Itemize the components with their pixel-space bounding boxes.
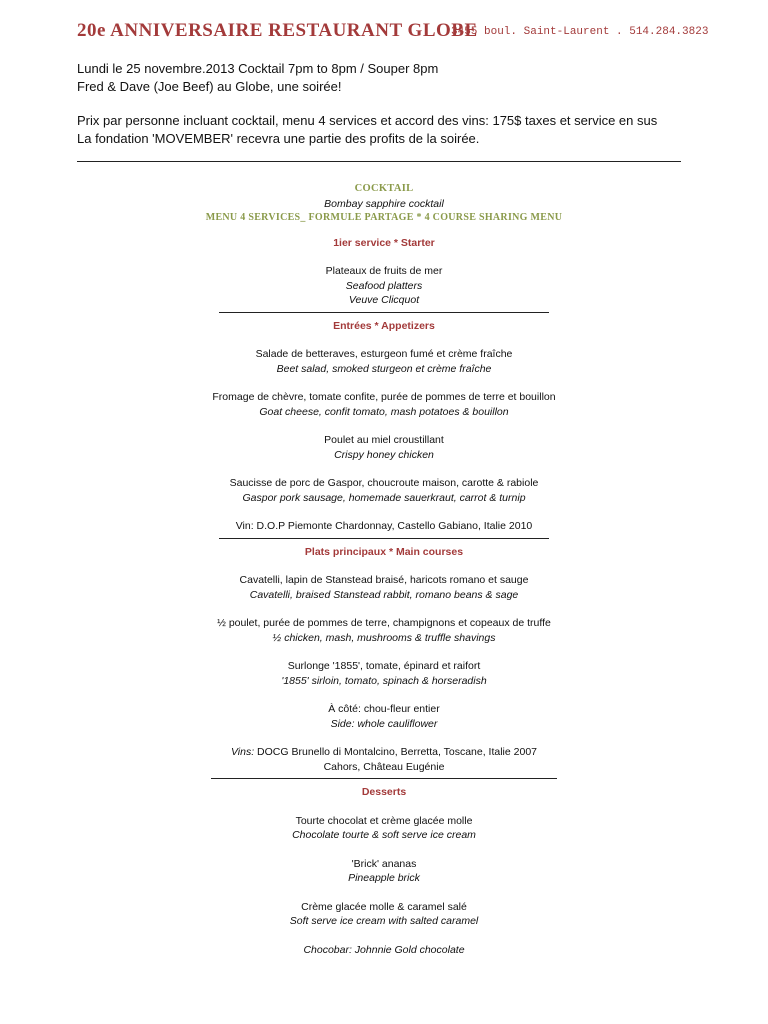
starter-fr: Plateaux de fruits de mer: [325, 265, 443, 277]
mains-heading: Plats principaux * Main courses: [304, 545, 464, 558]
intro-guests-line: Fred & Dave (Joe Beef) au Globe, une soirée!: [77, 79, 342, 94]
menu-heading: MENU 4 SERVICES_ FORMULE PARTAGE * 4 COURSE SHARING MENU: [205, 212, 563, 223]
main-en: Cavatelli, braised Stanstead rabbit, romano beans & sage: [249, 588, 519, 601]
main-fr: À côté: chou-fleur entier: [328, 703, 440, 715]
intro-block: [77, 60, 697, 148]
entrees-heading: Entrées * Appetizers: [333, 319, 435, 332]
entree-en: Goat cheese, confit tomato, mash potatoes & bouillon: [259, 405, 509, 418]
divider: [219, 312, 549, 313]
header: [77, 20, 709, 46]
starter-en: Seafood platters: [345, 279, 423, 292]
main-fr: Surlonge '1855', tomate, épinard et raifort: [287, 660, 481, 672]
entrees-wine: Vin: D.O.P Piemonte Chardonnay, Castello Gabiano, Italie 2010: [235, 520, 533, 532]
main-fr: Cavatelli, lapin de Stanstead braisé, haricots romano et sauge: [239, 574, 529, 586]
main-en: '1855' sirloin, tomato, spinach & horseradish: [281, 674, 487, 687]
entree-en: Gaspor pork sausage, homemade sauerkraut, carrot & turnip: [242, 491, 526, 504]
dessert-en: Chocolate tourte & soft serve ice cream: [292, 829, 476, 841]
page-title: 20e ANNIVERSAIRE RESTAURANT GLOBE: [77, 20, 478, 41]
dessert-fr: Crème glacée molle & caramel salé: [301, 900, 467, 913]
intro-price-line: Prix par personne incluant cocktail, menu 4 services et accord des vins: 175$ taxes et service en sus: [77, 113, 658, 128]
cocktail-item: Bombay sapphire cocktail: [324, 197, 444, 210]
dessert-last: Chocobar: Johnnie Gold chocolate: [303, 943, 465, 956]
menu: [0, 182, 768, 957]
mains-wine-2: Cahors, Château Eugénie: [323, 760, 445, 773]
intro-date-line: Lundi le 25 novembre.2013 Cocktail 7pm to 8pm / Souper 8pm: [77, 61, 439, 76]
entree-fr: Fromage de chèvre, tomate confite, purée de pommes de terre et bouillon: [212, 391, 556, 403]
entree-fr: Poulet au miel croustillant: [324, 434, 444, 446]
entree-fr: Salade de betteraves, esturgeon fumé et crème fraîche: [255, 348, 513, 360]
dessert-en: Pineapple brick: [348, 872, 420, 884]
mains-wine-label: Vins:: [230, 746, 255, 758]
divider: [219, 538, 549, 539]
entree-en: Crispy honey chicken: [334, 448, 434, 461]
divider: [211, 778, 557, 779]
divider: [77, 161, 681, 162]
dessert-en: Soft serve ice cream with salted caramel: [289, 915, 479, 927]
main-fr: ½ poulet, purée de pommes de terre, champignons et copeaux de truffe: [217, 617, 551, 629]
dessert-fr: 'Brick' ananas: [351, 857, 417, 870]
starter-wine: Veuve Clicquot: [348, 294, 420, 306]
dessert-fr: Tourte chocolat et crème glacée molle: [295, 814, 473, 827]
address-text: 3455 boul. Saint-Laurent . 514.284.3823: [451, 26, 709, 38]
intro-foundation-line: La fondation 'MOVEMBER' recevra une partie des profits de la soirée.: [77, 131, 480, 146]
main-en: ½ chicken, mash, mushrooms & truffle shavings: [272, 631, 496, 644]
entree-en: Beet salad, smoked sturgeon et crème fraîche: [276, 362, 492, 375]
mains-wine-1: DOCG Brunello di Montalcino, Berretta, Toscane, Italie 2007: [254, 746, 538, 758]
mains-wine-line: [0, 745, 768, 760]
starter-heading: 1ier service * Starter: [333, 236, 435, 249]
main-en: Side: whole cauliflower: [330, 717, 438, 730]
desserts-heading: Desserts: [361, 786, 407, 798]
cocktail-heading: COCKTAIL: [354, 183, 414, 194]
entree-fr: Saucisse de porc de Gaspor, choucroute maison, carotte & rabiole: [229, 477, 539, 489]
